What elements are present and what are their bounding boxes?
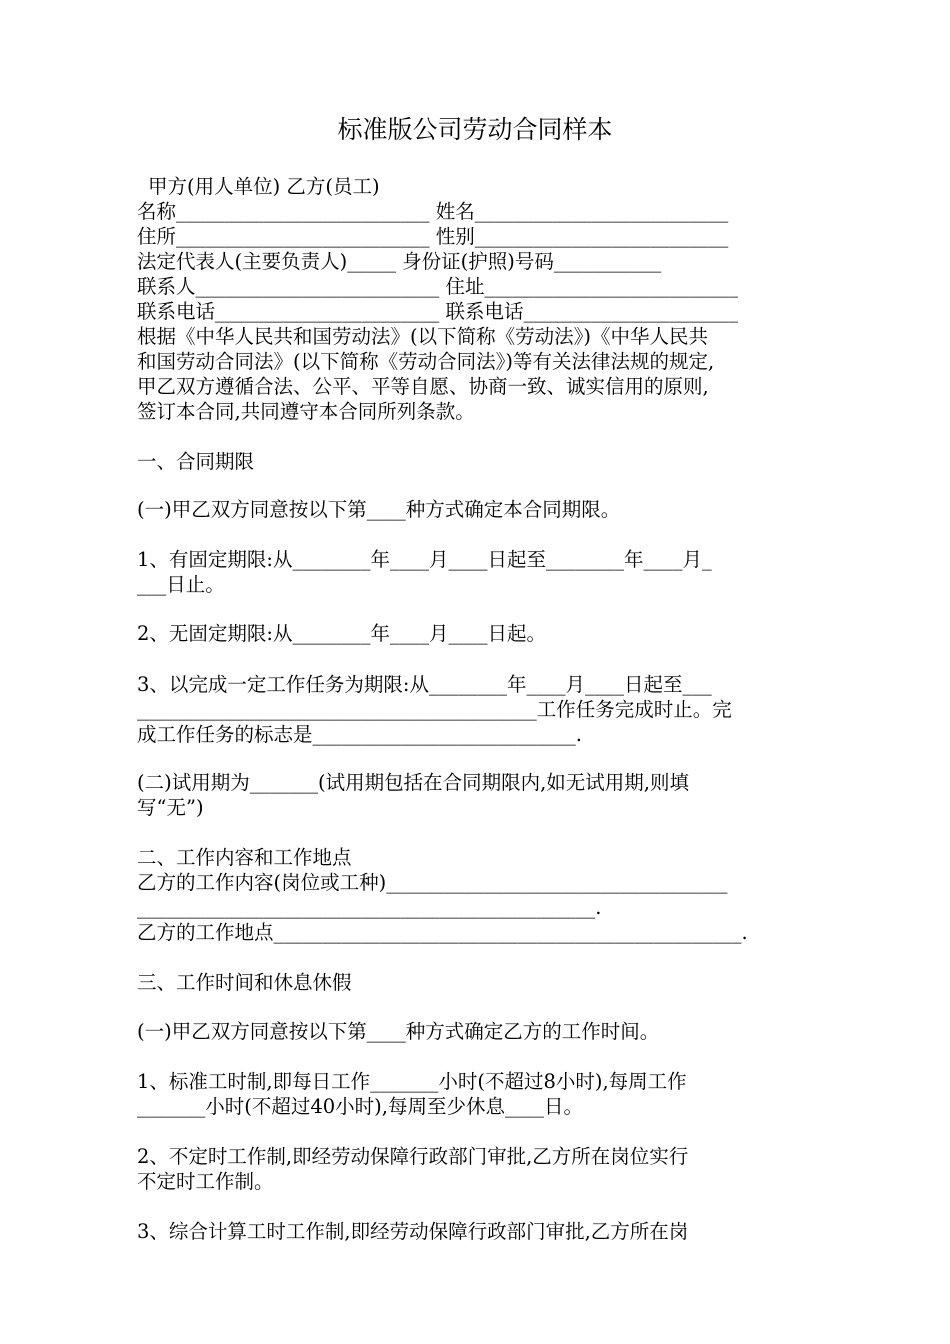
- intro-line: 甲乙双方遵循合法、公平、平等自愿、协商一致、诚实信用的原则,: [137, 375, 709, 398]
- section-heading: 三、工作时间和休息休假: [137, 971, 352, 994]
- clause-text: _______________________________________________.: [137, 896, 602, 919]
- clause-text: 1、有固定期限:从________年____月____日起至________年____月_: [137, 548, 712, 571]
- page-title: 标准版公司劳动合同样本: [337, 115, 613, 144]
- party-row-address: 住所__________________________ 性别__________________________: [137, 225, 729, 248]
- clause-text: ___日止。: [137, 573, 225, 596]
- clause-text: (一)甲乙双方同意按以下第____种方式确定乙方的工作时间。: [137, 1020, 660, 1043]
- intro-line: 根据《中华人民共和国劳动法》(以下简称《劳动法》)《中华人民共: [137, 325, 708, 348]
- clause-text: (一)甲乙双方同意按以下第____种方式确定本合同期限。: [137, 498, 621, 521]
- clause-text: 2、无固定期限:从________年____月____日起。: [137, 622, 546, 645]
- clause-text: 3、以完成一定工作任务为期限:从________年____月____日起至___: [137, 673, 712, 696]
- party-row-name: 名称__________________________ 姓名__________________________: [137, 200, 729, 223]
- parties-header: 甲方(用人单位) 乙方(员工): [148, 175, 380, 198]
- party-row-representative: 法定代表人(主要负责人)_____ 身份证(护照)号码___________: [137, 250, 662, 273]
- party-row-contact: 联系人_________________________ 住址__________________________: [137, 275, 738, 298]
- clause-text: 不定时工作制。: [137, 1170, 274, 1193]
- clause-text: _______小时(不超过40小时),每周至少休息____日。: [137, 1095, 583, 1118]
- clause-text: 3、综合计算工时工作制,即经劳动保障行政部门审批,乙方所在岗: [137, 1220, 689, 1243]
- clause-text: 乙方的工作地点________________________________________________.: [137, 921, 748, 944]
- section-heading: 一、合同期限: [137, 450, 255, 473]
- clause-text: 1、标准工时制,即每日工作_______小时(不超过8小时),每周工作: [137, 1070, 687, 1093]
- section-heading: 二、工作内容和工作地点: [137, 846, 352, 869]
- clause-text: (二)试用期为_______(试用期包括在合同期限内,如无试用期,则填: [137, 771, 689, 794]
- intro-line: 签订本合同,共同遵守本合同所列条款。: [137, 400, 475, 423]
- clause-text: 乙方的工作内容(岗位或工种)___________________________________: [137, 871, 728, 894]
- clause-text: 2、不定时工作制,即经劳动保障行政部门审批,乙方所在岗位实行: [137, 1145, 689, 1168]
- clause-text: 写“无”): [137, 796, 204, 819]
- clause-text: _________________________________________工作任务完成时止。完: [137, 698, 732, 721]
- clause-text: 成工作任务的标志是___________________________.: [137, 723, 582, 746]
- intro-line: 和国劳动合同法》(以下简称《劳动合同法》)等有关法律法规的规定,: [137, 350, 715, 373]
- party-row-phone: 联系电话_______________________ 联系电话______________________: [137, 300, 738, 323]
